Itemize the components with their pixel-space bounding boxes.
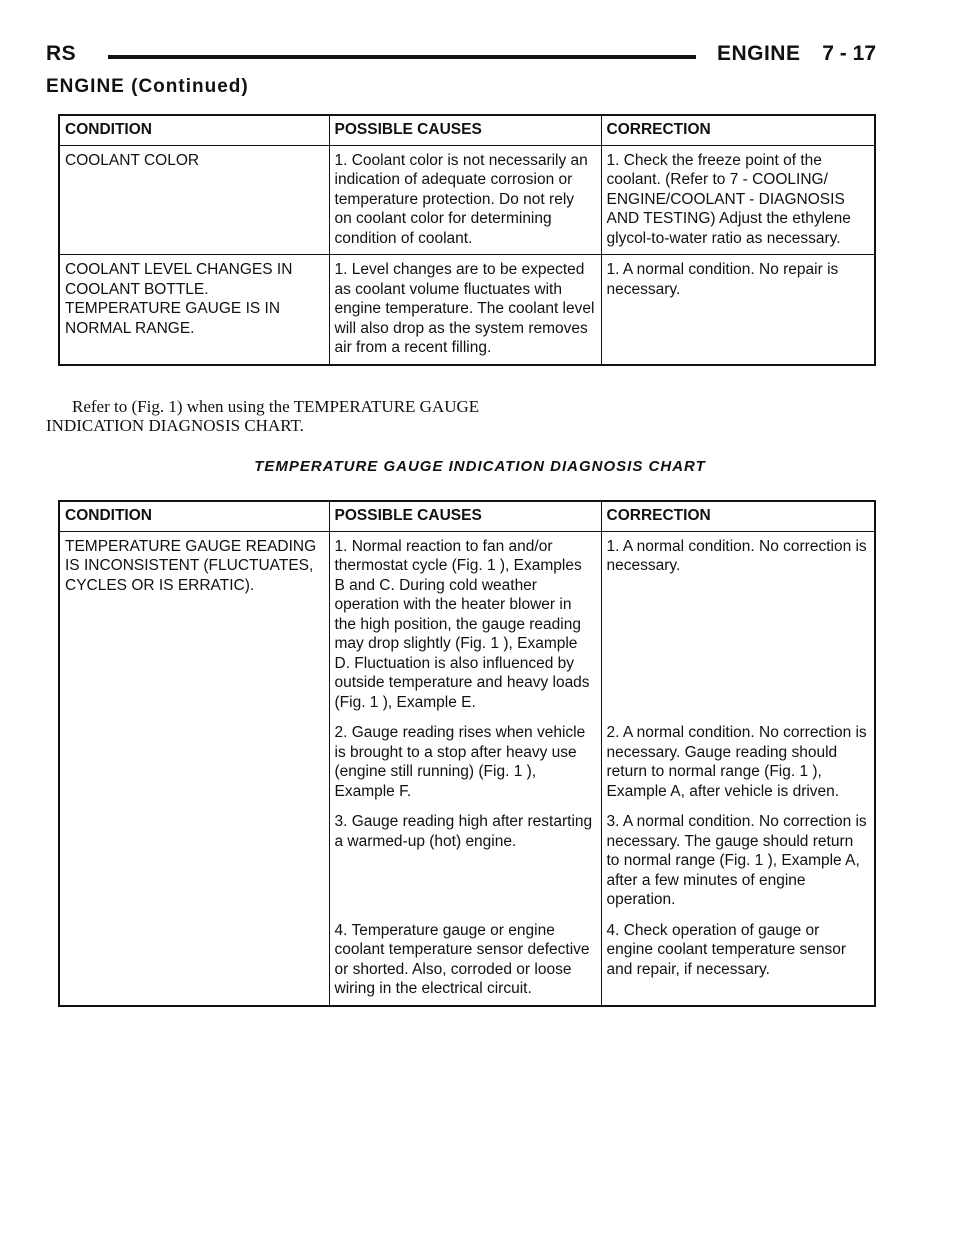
header-possible-causes: POSSIBLE CAUSES — [329, 115, 601, 145]
cause-cell: 1. Level changes are to be expected as coolant volume fluctuates with engine temperature. The coolant level will also drop as the system removes air from a recent filling. — [329, 255, 601, 365]
cause-cell: 1. Normal reaction to fan and/or thermostat cycle (Fig. 1 ), Examples B and C. During cold weather operation with the heater blower in the high position, the gauge reading may drop slightly (Fig. 1 ), Example D. Fluctuation is also influenced by outside temperature and heavy loads (Fig. 1 ), Example E. — [329, 531, 601, 718]
cause-cell: 4. Temperature gauge or engine coolant temperature sensor defective or shorted. Also, corroded or loose wiring in the electrical circuit. — [329, 916, 601, 1006]
table-row — [59, 531, 875, 718]
table-row — [59, 255, 875, 365]
header-right — [717, 42, 876, 66]
table-header-row — [59, 501, 875, 531]
header-rule — [108, 55, 696, 59]
intro-paragraph: Refer to (Fig. 1) when using the TEMPERATURE GAUGE INDICATION DIAGNOSIS CHART. — [46, 397, 480, 435]
continued-heading: ENGINE (Continued) — [46, 76, 249, 97]
correction-cell: 4. Check operation of gauge or engine coolant temperature sensor and repair, if necessary. — [606, 921, 847, 978]
correction-cell: 2. A normal condition. No correction is necessary. Gauge reading should return to normal range (Fig. 1 ), Example A, after vehicle is driven. — [606, 724, 867, 800]
correction-cell: 3. A normal condition. No correction is necessary. The gauge should return to normal range (Fig. 1 ), Example A, after a few minutes of engine operation. — [606, 813, 867, 908]
chart-title: TEMPERATURE GAUGE INDICATION DIAGNOSIS CHART — [254, 458, 706, 475]
condition-cell: COOLANT COLOR — [59, 145, 329, 255]
table-row — [59, 145, 875, 255]
section-name: ENGINE — [716, 42, 801, 65]
correction-cell: 1. Check the freeze point of the coolant. (Refer to 7 - COOLING/ ENGINE/COOLANT - DIAGNOSIS AND TESTING) Adjust the ethylene glycol-to-water ratio as necessary. — [601, 145, 875, 255]
cause-cell: 1. Coolant color is not necessarily an indication of adequate corrosion or temperature protection. Do not rely on coolant color for determining condition of coolant. — [329, 145, 601, 255]
correction-cell: 1. A normal condition. No repair is necessary. — [606, 261, 839, 298]
table-header-row — [59, 115, 875, 145]
temperature-gauge-diagnosis-table — [58, 500, 876, 1007]
page-header — [46, 42, 876, 72]
condition-cell: COOLANT LEVEL CHANGES IN COOLANT BOTTLE. TEMPERATURE GAUGE IS IN NORMAL RANGE. — [59, 255, 329, 365]
publication-code: RS — [46, 42, 77, 65]
condition-cell: TEMPERATURE GAUGE READING IS INCONSISTENT (FLUCTUATES, CYCLES OR IS ERRATIC). — [59, 531, 329, 1006]
header-possible-causes: POSSIBLE CAUSES — [329, 501, 601, 531]
header-correction: CORRECTION — [601, 501, 875, 531]
page-number: 7 - 17 — [822, 42, 876, 65]
correction-cell: 1. A normal condition. No correction is necessary. — [606, 537, 867, 574]
header-condition: CONDITION — [59, 115, 329, 145]
header-condition: CONDITION — [59, 501, 329, 531]
cause-cell: 3. Gauge reading high after restarting a warmed-up (hot) engine. — [329, 807, 601, 916]
cause-cell: 2. Gauge reading rises when vehicle is brought to a stop after heavy use (engine still running) (Fig. 1 ), Example F. — [329, 718, 601, 807]
coolant-diagnosis-table — [58, 114, 876, 366]
header-correction: CORRECTION — [601, 115, 875, 145]
